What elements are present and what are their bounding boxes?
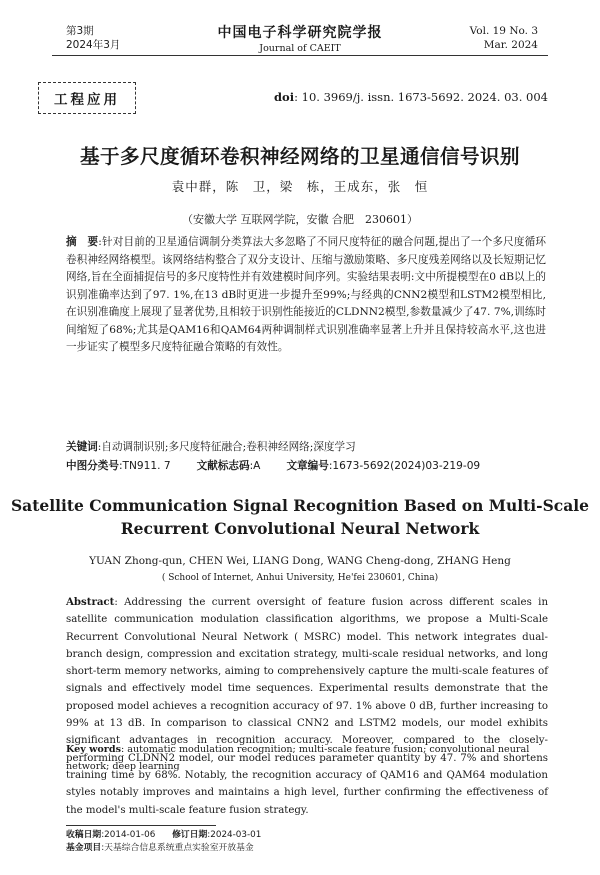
paper-title-en-line1: Satellite Communication Signal Recognition Based on Multi-Scale bbox=[10, 496, 590, 515]
article-number-value: :1673-5692(2024)03-219-09 bbox=[328, 460, 481, 472]
keywords-en-text: : automatic modulation recognition; multi-scale feature fusion; convolutional neural network; deep learning bbox=[66, 744, 530, 772]
keywords-cn-text: :自动调制识别;多尺度特征融合;卷积神经网络;深度学习 bbox=[97, 441, 356, 453]
keywords-en bbox=[66, 741, 548, 775]
section-label-box bbox=[38, 82, 136, 114]
received-label: 收稿日期 bbox=[66, 830, 102, 840]
journal-title-en: Journal of CAEIT bbox=[259, 43, 341, 54]
keywords-en-label: Key words bbox=[66, 744, 121, 755]
revised-value: :2024-03-01 bbox=[207, 830, 262, 840]
revised-label: 修订日期 bbox=[172, 830, 208, 840]
abstract-cn-text: :针对目前的卫星通信调制分类算法大多忽略了不同尺度特征的融合问题,提出了一个多尺度循环卷积神经网络模型。该网络结构整合了双分支设计、压缩与激励策略、多尺度残差网络以及长短期记忆网络,旨在全面捕捉信号的多尺度特性并有效建模时间序列。实验结果表明:文中所提模型在0 dB以上的识别准确率达到了97. 1%,在13 dB时更进一步提升至99%;与经典的CNN2模型和LSTM2模型相比,在识别准确度上展现了显著优势,且相较于识别性能接近的CLDNN2模型,参数量减少了47. 7%,训练时间缩短了68%;尤其是QAM16和QAM64两种调制样式识别准确率显著上升并且保持较高水平,这也进一步证实了模型多尺度特征融合策略的有效性。 bbox=[66, 236, 547, 353]
footnote bbox=[66, 829, 261, 855]
classification-line bbox=[66, 458, 546, 473]
abstract-en-text: : Addressing the current oversight of feature fusion across different scales in satellite communication modulation classification algorithms, we propose a Multi-Scale Recurrent Convolutional Neural Network ( MSRC) model. This network integrates dual-branch design, compression and excitation strategy, multi-scale residual networks, and long short-term memory networks, aiming to comprehensively capture the multi-scale features of signals and effectively model time sequences. Experimental results demonstrate that the proposed model achieves a recognition accuracy of 97. 1% above 0 dB, further increasing to 99% at 13 dB. In comparison to classical CNN2 and LSTM2 models, our model exhibits significant advantages in recognition accuracy. Moreover, compared to the closely-performing CLDNN2 model, our model reduces parameter quantity by 47. 7% and shortens training time by 68%. Notably, the recognition accuracy of QAM16 and QAM64 modulation styles notably improves and maintains a high level, further confirming the effectiveness of the model's multi-scale feature fusion strategy. bbox=[66, 597, 548, 816]
fund-line bbox=[66, 842, 261, 855]
header-right bbox=[470, 24, 538, 52]
dates-line bbox=[66, 829, 261, 842]
section-label: 工程应用 bbox=[54, 92, 120, 108]
header-divider bbox=[52, 55, 548, 56]
paper-title-en-line2: Recurrent Convolutional Neural Network bbox=[120, 519, 480, 538]
doi-value: : 10. 3969/j. issn. 1673-5692. 2024. 03. 004 bbox=[294, 90, 548, 104]
keywords-cn-label: 关键词 bbox=[66, 441, 98, 453]
paper-title-en bbox=[0, 494, 600, 540]
footnote-divider bbox=[66, 825, 216, 826]
journal-title-cn: 中国电子科学研究院学报 bbox=[217, 25, 383, 41]
abstract-en bbox=[66, 594, 548, 819]
authors-en: YUAN Zhong-qun, CHEN Wei, LIANG Dong, WANG Cheng-dong, ZHANG Heng bbox=[89, 555, 511, 567]
article-number-label: 文章编号 bbox=[286, 460, 329, 472]
doi-label: doi bbox=[274, 90, 295, 104]
received-value: :2014-01-06 bbox=[101, 830, 156, 840]
doc-code-value: :A bbox=[249, 460, 261, 472]
keywords-cn bbox=[66, 439, 546, 454]
abstract-cn bbox=[66, 234, 546, 357]
issue-date-cn: 2024年3月 bbox=[66, 39, 121, 51]
clc-value: :TN911. 7 bbox=[118, 460, 171, 472]
fund-value: :天基综合信息系统重点实验室开放基金 bbox=[101, 843, 254, 853]
doc-code-label: 文献标志码 bbox=[196, 460, 250, 472]
doi-line bbox=[274, 90, 548, 104]
issue-number-cn: 第3期 bbox=[66, 25, 94, 37]
clc-label: 中图分类号 bbox=[66, 460, 119, 472]
volume-en: Vol. 19 No. 3 bbox=[469, 25, 538, 37]
affiliation-cn: （安徽大学 互联网学院，安徽 合肥 230601） bbox=[182, 213, 418, 226]
fund-label: 基金项目 bbox=[66, 843, 102, 853]
paper-title-cn: 基于多尺度循环卷积神经网络的卫星通信信号识别 bbox=[79, 145, 520, 168]
abstract-cn-label: 摘 要 bbox=[66, 236, 99, 248]
authors-cn: 袁中群，陈 卫，梁 栋，王成东，张 恒 bbox=[171, 179, 429, 194]
abstract-en-label: Abstract bbox=[66, 596, 115, 608]
issue-date-en: Mar. 2024 bbox=[483, 39, 538, 51]
affiliation-en: ( School of Internet, Anhui University, He'fei 230601, China) bbox=[161, 573, 439, 583]
